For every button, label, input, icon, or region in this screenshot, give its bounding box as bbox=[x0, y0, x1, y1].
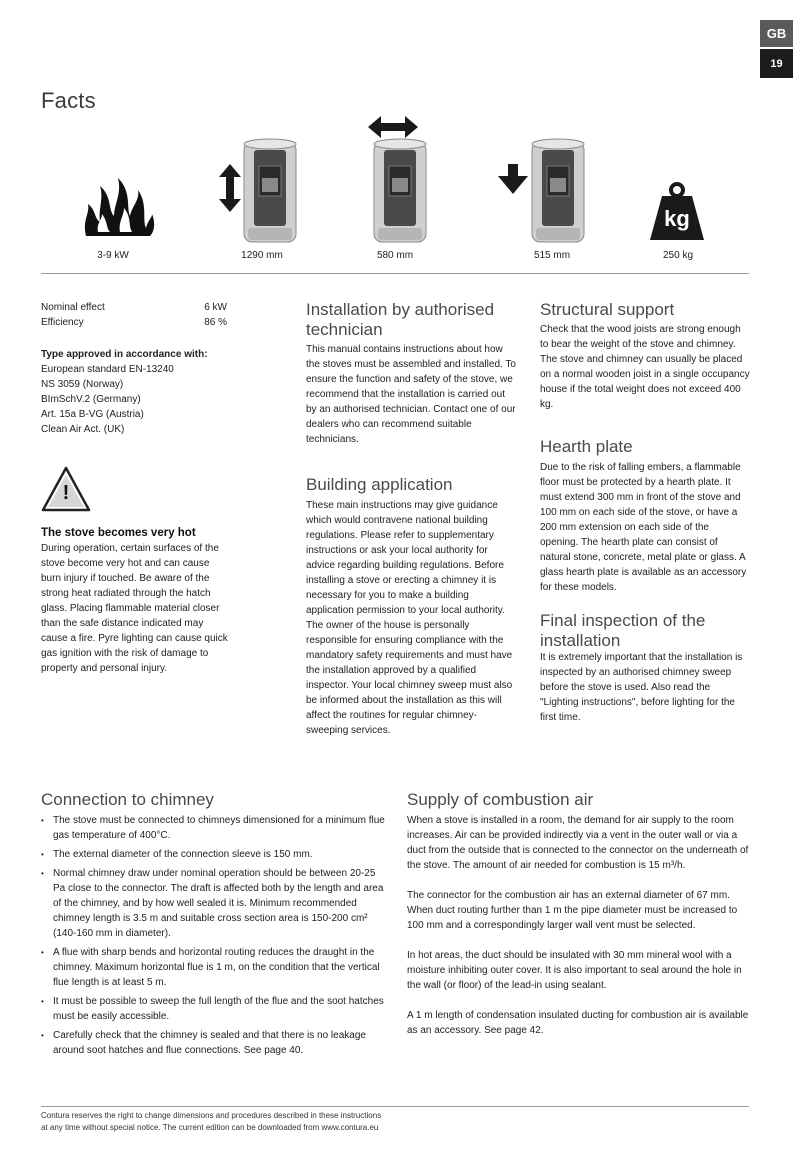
divider-top bbox=[41, 273, 749, 274]
facts-title: Facts bbox=[41, 88, 96, 113]
combustion-text bbox=[407, 813, 749, 1038]
approval-item: Art. 15a B-VG (Austria) bbox=[41, 409, 144, 420]
spec-label: Efficiency bbox=[41, 317, 84, 328]
hearth-heading: Hearth plate bbox=[540, 437, 633, 456]
hearth-paragraph: Due to the risk of falling embers, a flammable floor must be protected by a hearth plate. It must extend 300 mm in front of the stove and 100 mm on each side of the stove, or have a 200 mm extension on each side of the opening. The hearth plate can consist of natural stone, concrete, metal plate or glass. A glass hearth plate is available as an accessory for these models. bbox=[540, 462, 747, 593]
chimney-bullet: • A flue with sharp bends and horizontal routing reduces the draught in the chimney. Maximum horizontal flue is 1 m, on the condition that the vertical flue length is at least 5 m. bbox=[41, 945, 386, 990]
structural-paragraph: Check that the wood joists are strong enough to bear the weight of the stove and chimney. The stove and chimney can usually be placed on a normal wooden joist in a single occupancy house if the total weight does not exceed 400 kg. bbox=[540, 324, 750, 410]
caption-depth: 515 mm bbox=[533, 250, 571, 261]
chimney-heading: Connection to chimney bbox=[41, 790, 214, 809]
warning-title: The stove becomes very hot bbox=[41, 527, 196, 539]
structural-text bbox=[540, 322, 750, 412]
combustion-heading: Supply of combustion air bbox=[407, 790, 594, 809]
warning-block bbox=[41, 526, 231, 676]
building-heading: Building application bbox=[306, 475, 453, 494]
footer-line: at any time without special notice. The current edition can be downloaded from www.contura.eu bbox=[41, 1123, 379, 1132]
stove-height-illustration bbox=[242, 138, 298, 244]
chimney-bullet: • It must be possible to sweep the full length of the flue and the soot hatches must be easily accessible. bbox=[41, 994, 386, 1024]
installation-text bbox=[306, 342, 518, 447]
approval-item: BImSchV.2 (Germany) bbox=[41, 394, 141, 405]
spec-label: Nominal effect bbox=[41, 302, 105, 313]
hearth-text bbox=[540, 460, 750, 595]
specs-block bbox=[41, 300, 227, 437]
divider-bottom bbox=[41, 1106, 749, 1107]
warning-text: During operation, certain surfaces of the stove become very hot and can cause burn injury if touched. Be aware of the strong heat radiated through the hatch glass. Placing flammable material closer than the safe distance indicated may cause a fire. Pyre lighting can cause quick gas ignition with the risk of damage to property and personal injury. bbox=[41, 543, 228, 674]
footer bbox=[41, 1110, 461, 1134]
height-arrow-icon bbox=[218, 164, 242, 212]
spec-row bbox=[41, 300, 227, 315]
spec-value: 6 kW bbox=[204, 302, 227, 313]
warning-icon bbox=[41, 466, 91, 512]
stove-depth-illustration bbox=[530, 138, 586, 244]
combustion-paragraph: The connector for the combustion air has an external diameter of 67 mm. When duct routing further than 1 m the pipe diameter must be increased to 100 mm and a correspondingly larger wall vent must be selected. bbox=[407, 890, 738, 931]
combustion-paragraph: A 1 m length of condensation insulated ducting for combustion air is available as an accessory. See page 42. bbox=[407, 1010, 749, 1036]
spec-row bbox=[41, 315, 227, 330]
installation-heading: Installation by authorised technician bbox=[306, 300, 495, 339]
building-text bbox=[306, 498, 518, 738]
approval-heading: Type approved in accordance with: bbox=[41, 349, 208, 360]
caption-power: 3-9 kW bbox=[97, 250, 129, 261]
spec-value: 86 % bbox=[204, 317, 227, 328]
footer-line: Contura reserves the right to change dimensions and procedures described in these instructions bbox=[41, 1111, 382, 1120]
depth-arrow-icon bbox=[496, 164, 530, 196]
approval-item: European standard EN-13240 bbox=[41, 364, 174, 375]
page-number: 19 bbox=[760, 49, 793, 78]
approval-item: NS 3059 (Norway) bbox=[41, 379, 124, 390]
final-inspection-text bbox=[540, 650, 750, 725]
combustion-paragraph: In hot areas, the duct should be insulated with 30 mm mineral wool with a moisture inhibiting outer cover. It is also important to seal around the hole in the wall (or floor) of the lead-in using sealant. bbox=[407, 950, 742, 991]
caption-weight: 250 kg bbox=[662, 250, 694, 261]
caption-width: 580 mm bbox=[376, 250, 414, 261]
weight-label: kg bbox=[664, 206, 690, 231]
approval-item: Clean Air Act. (UK) bbox=[41, 424, 125, 435]
chimney-list bbox=[41, 813, 386, 1062]
installation-paragraph: This manual contains instructions about how the stoves must be assembled and installed. To ensure the function and safety of the stove, we recommend that the installation is carried out by an authorised technician. Contact one of our dealers who can recommend suitable technicians. bbox=[306, 344, 516, 445]
chimney-bullet: • The external diameter of the connection sleeve is 150 mm. bbox=[41, 847, 386, 862]
final-inspection-heading: Final inspection of the installation bbox=[540, 611, 706, 650]
stove-width-illustration bbox=[372, 138, 428, 244]
final-inspection-paragraph: It is extremely important that the installation is inspected by an authorised chimney sweep before the stove is used. Also read the "Lighting instructions", before lighting for the first time. bbox=[540, 652, 743, 723]
weight-icon bbox=[650, 182, 704, 240]
building-paragraph: These main instructions may give guidance which would contravene national building regulations. Please refer to supplementary instructions or ask your local authority for advice regarding building regulations. Before installing a stove or erecting a chimney it is necessary for you to make a building application permission to your local authority. The owner of the house is personally responsible for ensuring compliance with the mandatory safety requirements and must have the installation approved by a qualified inspector. Your local chimney sweep must also be informed about the installation as this will affect the routines for regular chimney-sweeping services. bbox=[306, 500, 513, 736]
flame-icon bbox=[78, 170, 158, 240]
warning-symbol: ! bbox=[62, 482, 70, 504]
structural-heading: Structural support bbox=[540, 300, 675, 319]
width-arrow-icon bbox=[368, 116, 418, 138]
combustion-paragraph: When a stove is installed in a room, the demand for air supply to the room increases. Air can be provided indirectly via a vent in the outer wall or via a duct from the outside that is connected to the connector on the underneath of the stove. The amount of air needed for combustion is 15 m³/h. bbox=[407, 815, 749, 871]
chimney-bullet: • Carefully check that the chimney is sealed and that there is no leakage around soot hatches and flue connections. See page 40. bbox=[41, 1028, 386, 1058]
caption-height: 1290 mm bbox=[241, 250, 283, 261]
chimney-bullet: • Normal chimney draw under nominal operation should be between 20-25 Pa close to the connector. The draft is affected both by the length and area of the chimney, and by how well sealed it is. Minimum recommended chimney length is 3.5 m and suitable cross section area is 150-200 cm² (140-160 mm in diameter). bbox=[41, 866, 386, 941]
chimney-bullet: • The stove must be connected to chimneys dimensioned for a minimum flue gas temperature of 400°C. bbox=[41, 813, 386, 843]
language-tab: GB bbox=[760, 20, 793, 47]
